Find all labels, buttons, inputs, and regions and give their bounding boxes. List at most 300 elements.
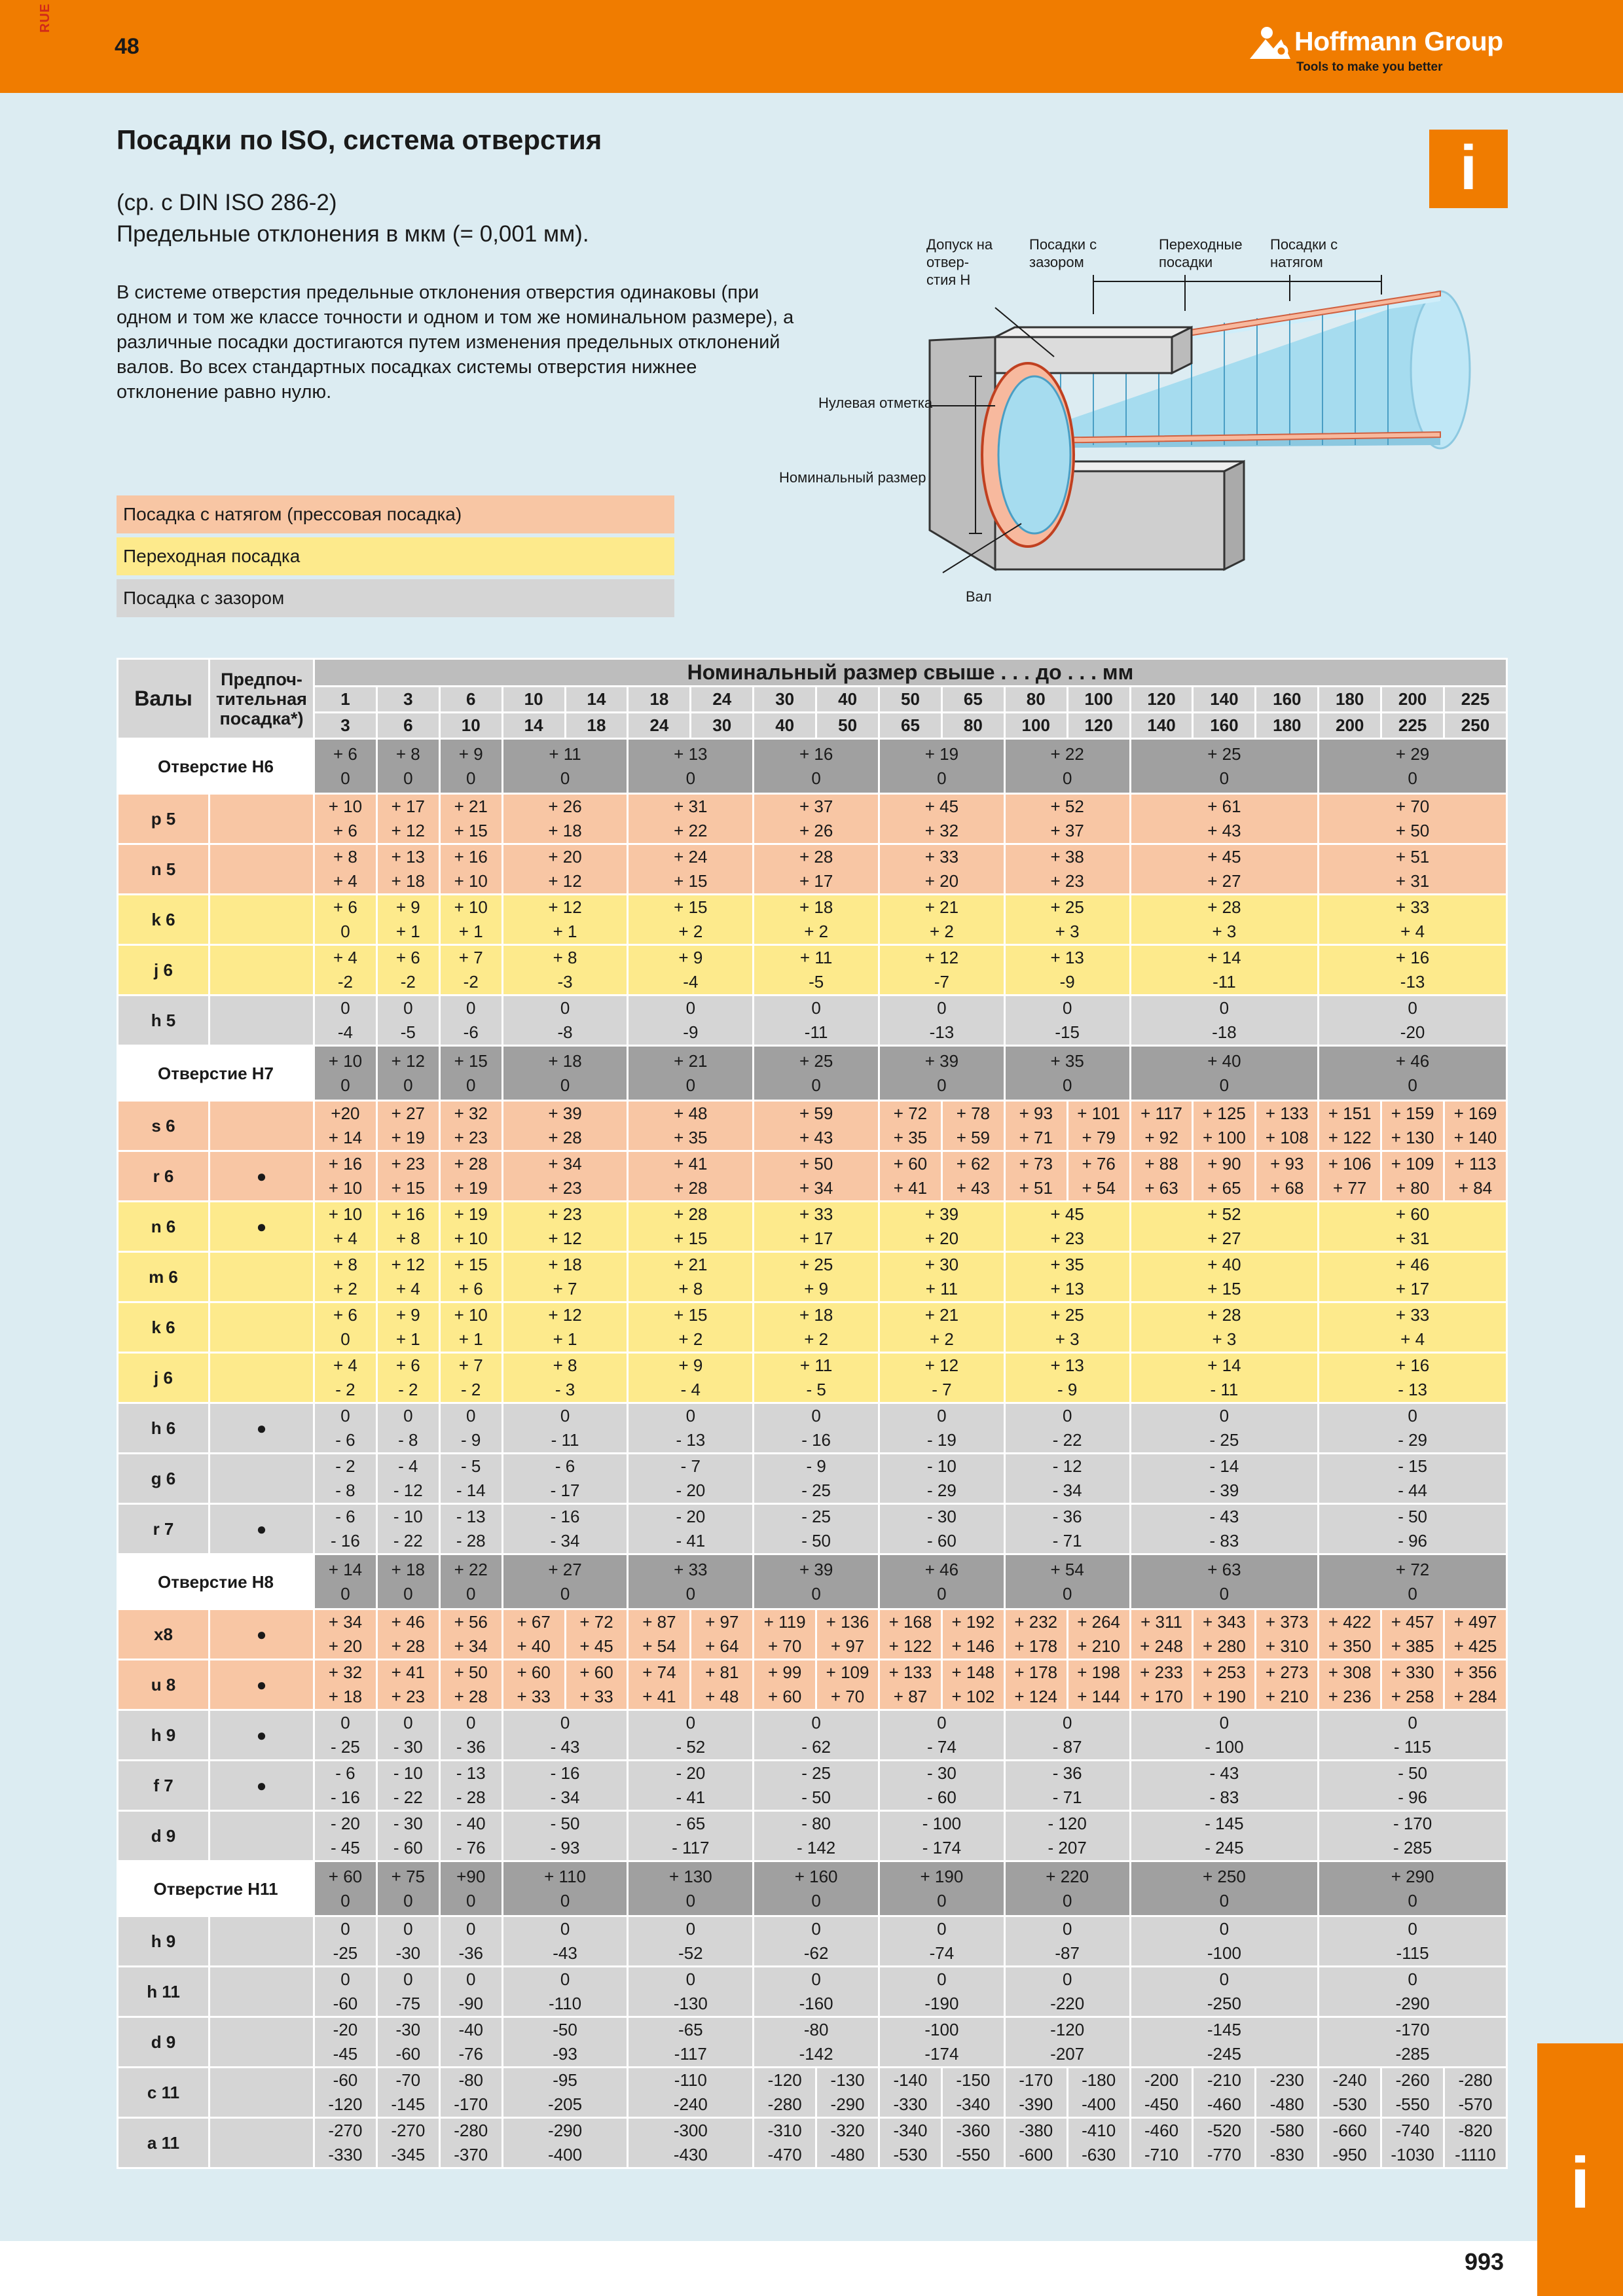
hole-deviation [314,1861,377,1916]
language-code: RUE [38,3,52,33]
deviation-value: + 422 [1328,1612,1372,1632]
deviation-value: 0 [1219,1713,1230,1732]
shaft-deviation [941,1101,1004,1151]
shaft-deviation [1319,1710,1507,1761]
deviation-value: - 34 [1052,1480,1082,1500]
deviation-value: + 13 [674,744,708,764]
shaft-deviation [879,1302,1005,1353]
shaft-deviation [754,1202,879,1252]
deviation-value: + 20 [548,847,582,867]
deviation-value: + 9 [458,744,483,764]
deviation-value: -400 [548,2145,583,2164]
deviation-value: -480 [1269,2094,1304,2114]
deviation-value: + 26 [548,797,582,816]
shaft-deviation [941,2068,1004,2118]
deviation-value: 0 [937,1713,947,1732]
shaft-name: j 6 [118,1353,210,1403]
deviation-value: 0 [1408,998,1417,1018]
deviation-value: + 21 [924,897,959,917]
deviation-value: 0 [1219,1969,1230,1989]
deviation-value: -52 [678,1943,703,1963]
deviation-value: -120 [767,2070,802,2090]
deviation-value: 0 [340,1890,350,1910]
deviation-value: 0 [465,1890,476,1910]
shaft-deviation [1004,2068,1067,2118]
shaft-name: f 7 [118,1761,210,1811]
shaft-deviation [754,1101,879,1151]
shaft-deviation [502,844,628,895]
deviation-value: 0 [811,1969,821,1989]
legend-transition: Переходная посадка [117,537,674,575]
side-info-tab [1537,2043,1623,2296]
shaft-deviation [754,1811,879,1861]
label-zero-line: Нулевая отметка [818,395,933,411]
shaft-deviation [754,895,879,945]
deviation-value: + 9 [395,897,420,917]
deviation-value: 0 [1408,1075,1417,1095]
deviation-value: -110 [674,2070,707,2090]
deviation-value: + 12 [548,897,582,917]
hole-deviation [879,1861,1005,1916]
shaft-deviation [1444,1151,1507,1202]
deviation-value: + 97 [830,1636,865,1656]
shaft-deviation [314,2017,377,2068]
deviation-value: 0 [560,1890,570,1910]
shaft-deviation [314,895,377,945]
shaft-deviation [1067,2068,1130,2118]
shaft-deviation [1004,794,1130,844]
shaft-deviation [1004,1454,1130,1504]
deviation-value: + 67 [517,1612,551,1632]
deviation-value: + 311 [1140,1612,1182,1632]
deviation-value: + 1 [395,1329,420,1349]
shaft-deviation [941,1151,1004,1202]
shaft-deviation [314,1504,377,1554]
deviation-value: 0 [1408,1713,1417,1732]
shaft-deviation [879,1202,1005,1252]
shaft-deviation [1004,895,1130,945]
shaft-deviation [502,1202,628,1252]
hole-deviation [376,739,439,794]
shaft-deviation [439,1202,502,1252]
shaft-deviation [376,1609,439,1660]
deviation-value: -145 [391,2094,426,2114]
shaft-deviation [754,794,879,844]
deviation-value: + 25 [1050,1305,1084,1325]
col-header-preferred: Предпоч-тительная посадка*) [210,659,314,739]
deviation-value: -245 [1207,2044,1241,2064]
deviation-value: + 178 [1014,1636,1058,1656]
deviation-value: - 120 [1048,1814,1087,1833]
size-to: 18 [565,713,628,739]
deviation-value: + 23 [391,1687,425,1706]
shaft-deviation [314,1252,377,1302]
size-to: 200 [1319,713,1381,739]
deviation-value: + 51 [1019,1178,1053,1198]
deviation-value: - 5 [461,1456,481,1476]
deviation-value: 0 [1408,1406,1417,1426]
shaft-deviation [502,1101,628,1151]
shaft-deviation [628,945,754,996]
size-from: 100 [1067,687,1130,713]
deviation-value: + 136 [826,1612,869,1632]
deviation-value: 0 [811,1713,821,1732]
deviation-value: + 6 [395,1355,420,1375]
size-to: 10 [439,713,502,739]
deviation-value: - 174 [922,1838,962,1857]
deviation-value: + 41 [893,1178,928,1198]
shaft-deviation [1319,1504,1507,1554]
deviation-value: -530 [1332,2094,1367,2114]
deviation-value: 0 [340,1329,350,1349]
deviation-value: -520 [1207,2121,1241,2140]
shaft-deviation [879,895,1005,945]
shaft-deviation [502,1353,628,1403]
shaft-deviation [1319,1916,1507,1967]
deviation-value: + 18 [391,871,425,891]
deviation-value: + 23 [454,1128,488,1147]
shaft-deviation [1004,1202,1130,1252]
deviation-value: - 62 [801,1737,831,1757]
shaft-name: r 6 [118,1151,210,1202]
size-from: 14 [565,687,628,713]
deviation-value: 0 [811,1583,821,1604]
size-from: 180 [1319,687,1381,713]
size-to: 120 [1067,713,1130,739]
shaft-deviation [502,1403,628,1454]
deviation-value: -1110 [1455,2145,1496,2164]
shaft-deviation [816,2068,879,2118]
deviation-value: + 34 [454,1636,488,1656]
shaft-name: n 5 [118,844,210,895]
deviation-value: 0 [1408,1969,1417,1989]
deviation-value: + 12 [548,1305,582,1325]
deviation-value: 0 [1219,1890,1230,1910]
shaft-deviation [1004,1811,1130,1861]
deviation-value: - 28 [456,1787,486,1807]
deviation-value: -75 [395,1994,421,2013]
deviation-value: + 10 [454,1229,488,1248]
shaft-deviation [1256,1101,1319,1151]
shaft-deviation [1067,1151,1130,1202]
shaft-deviation [1381,1101,1444,1151]
preferred-fit-marker: ● [210,1660,314,1710]
deviation-value: + 109 [826,1662,869,1682]
shaft-deviation [376,1353,439,1403]
deviation-value: + 17 [391,797,425,816]
shaft-deviation [1130,1302,1319,1353]
hole-section-label: Отверстие H7 [118,1046,314,1101]
deviation-value: + 169 [1453,1103,1497,1123]
shaft-deviation [879,1252,1005,1302]
deviation-value: 0 [403,1713,413,1732]
shaft-deviation [1130,1353,1319,1403]
legend-interference: Посадка с натягом (прессовая посадка) [117,495,674,533]
size-to: 3 [314,713,377,739]
info-icon: i [1459,133,1478,203]
shaft-deviation [314,1202,377,1252]
deviation-value: + 108 [1265,1128,1309,1147]
deviation-value: + 16 [799,744,833,764]
deviation-value: + 12 [391,1050,425,1071]
shaft-deviation [439,1811,502,1861]
shaft-deviation [376,895,439,945]
deviation-value: + 273 [1265,1662,1309,1682]
hole-deviation [1319,1046,1507,1101]
deviation-value: + 74 [642,1662,676,1682]
deviation-value: 0 [340,1919,350,1939]
fit-diagram [766,229,1519,622]
shaft-hole-illustration [766,229,1519,622]
deviation-value: - 40 [456,1814,486,1833]
deviation-value: -370 [454,2145,488,2164]
shaft-deviation [754,945,879,996]
shaft-deviation [1193,1660,1256,1710]
deviation-value: +90 [456,1866,486,1886]
deviation-value: -270 [391,2121,426,2140]
deviation-value: + 170 [1140,1687,1183,1706]
deviation-value: + 12 [548,1229,582,1248]
deviation-value: + 13 [391,847,425,867]
deviation-value: - 20 [676,1763,706,1783]
deviation-value: -87 [1055,1943,1080,1963]
deviation-value: -80 [803,2020,829,2039]
deviation-value: 0 [1062,1969,1072,1989]
shaft-deviation [376,1202,439,1252]
shaft-deviation [439,794,502,844]
preferred-fit-marker [210,1916,314,1967]
deviation-value: + 284 [1453,1687,1497,1706]
deviation-value: - 16 [550,1507,580,1526]
deviation-value: - 83 [1209,1787,1239,1807]
deviation-value: 0 [937,1583,947,1604]
shaft-deviation [1130,1811,1319,1861]
deviation-value: + 22 [674,821,708,840]
deviation-value: 0 [937,1075,947,1095]
deviation-value: + 30 [924,1255,959,1274]
deviation-value: - 22 [393,1531,423,1551]
shaft-deviation [1130,1202,1319,1252]
shaft-name: h 9 [118,1710,210,1761]
deviation-value: -570 [1458,2094,1493,2114]
deviation-value: -65 [678,2020,703,2039]
deviation-value: -150 [956,2070,991,2090]
deviation-value: + 11 [799,1355,833,1375]
deviation-value: - 50 [801,1531,831,1551]
deviation-value: + 11 [925,1279,958,1299]
deviation-value: - 10 [393,1763,423,1783]
deviation-value: 0 [1219,1406,1230,1426]
shaft-deviation [439,1151,502,1202]
size-to: 250 [1444,713,1507,739]
shaft-deviation [1193,1101,1256,1151]
deviation-value: - 285 [1393,1838,1432,1857]
deviation-value: + 18 [548,1050,582,1071]
deviation-value: + 19 [454,1178,488,1198]
deviation-value: -11 [1213,972,1236,992]
size-to: 225 [1381,713,1444,739]
shaft-deviation [1130,844,1319,895]
deviation-value: + 33 [799,1204,833,1224]
deviation-value: + 35 [674,1128,708,1147]
deviation-value: + 190 [920,1866,964,1886]
shaft-deviation [1319,1660,1381,1710]
deviation-value: -300 [673,2121,708,2140]
preferred-fit-marker [210,1101,314,1151]
shaft-deviation [1130,945,1319,996]
shaft-deviation [1319,1761,1507,1811]
deviation-value: + 93 [1019,1103,1053,1123]
preferred-fit-marker: ● [210,1202,314,1252]
deviation-value: - 7 [932,1380,952,1399]
deviation-value: + 63 [1207,1559,1241,1579]
deviation-value: -180 [1082,2070,1116,2090]
deviation-value: + 17 [799,1229,833,1248]
deviation-value: - 25 [331,1737,360,1757]
deviation-value: + 27 [1207,871,1241,891]
hole-section-label: Отверстие H6 [118,739,314,794]
shaft-deviation [754,1252,879,1302]
deviation-value: 0 [685,998,696,1018]
deviation-value: + 13 [1050,948,1084,967]
size-from: 24 [691,687,754,713]
shaft-deviation [754,844,879,895]
shaft-deviation [439,1353,502,1403]
shaft-deviation [439,1504,502,1554]
hoffmann-logo [1247,21,1509,80]
deviation-value: -11 [804,1022,828,1042]
hole-deviation [754,1554,879,1609]
shaft-deviation [439,2017,502,2068]
deviation-value: -345 [391,2145,426,2164]
deviation-value: + 46 [1395,1255,1430,1274]
shaft-deviation [879,1811,1005,1861]
shaft-deviation [565,1660,628,1710]
shaft-deviation [314,1454,377,1504]
deviation-value: + 24 [674,847,708,867]
deviation-value: + 88 [1144,1154,1178,1174]
preferred-fit-marker: ● [210,1151,314,1202]
shaft-deviation [1004,1101,1067,1151]
deviation-value: + 119 [763,1612,806,1632]
hole-deviation [1319,1861,1507,1916]
hole-deviation [502,739,628,794]
deviation-value: 0 [811,1406,821,1426]
deviation-value: + 2 [804,922,829,941]
deviation-value: + 15 [454,1255,488,1274]
shaft-deviation [754,1302,879,1353]
deviation-value: -280 [454,2121,488,2140]
deviation-value: + 31 [1395,871,1430,891]
preferred-fit-marker: ● [210,1403,314,1454]
shaft-deviation [1381,2068,1444,2118]
deviation-value: -400 [1082,2094,1116,2114]
shaft-deviation [376,1811,439,1861]
deviation-value: 0 [403,1890,413,1910]
deviation-value: - 60 [393,1838,423,1857]
deviation-value: -174 [924,2044,959,2064]
deviation-value: - 29 [1398,1430,1427,1450]
deviation-value: + 28 [454,1154,488,1174]
deviation-value: 0 [937,1890,947,1910]
deviation-value: - 13 [456,1763,486,1783]
deviation-value: - 19 [927,1430,957,1450]
deviation-value: 0 [465,1075,476,1095]
deviation-value: + 457 [1391,1612,1434,1632]
shaft-deviation [879,1710,1005,1761]
deviation-value: + 54 [1050,1559,1084,1579]
shaft-deviation [628,1761,754,1811]
shaft-deviation [1130,1609,1193,1660]
deviation-value: + 7 [553,1279,577,1299]
deviation-value: -120 [1050,2020,1085,2039]
deviation-value: + 45 [1050,1204,1084,1224]
deviation-value: + 160 [794,1866,838,1886]
preferred-fit-marker [210,844,314,895]
deviation-value: 0 [937,1406,947,1426]
deviation-value: + 75 [391,1866,425,1886]
deviation-value: + 25 [1207,744,1241,764]
shaft-deviation [1004,1151,1067,1202]
shaft-deviation [439,895,502,945]
shaft-deviation [314,1302,377,1353]
shaft-deviation [754,1761,879,1811]
page-number-top: 48 [115,34,139,59]
deviation-value: -740 [1395,2121,1430,2140]
page-number-bottom: 993 [1465,2248,1504,2275]
deviation-value: + 6 [333,821,357,840]
deviation-value: - 50 [1398,1763,1427,1783]
shaft-deviation [628,844,754,895]
deviation-value: + 15 [674,1305,708,1325]
deviation-value: -5 [809,972,824,992]
shaft-deviation [314,1811,377,1861]
shaft-deviation [754,1916,879,1967]
deviation-value: -20 [333,2020,358,2039]
deviation-value: + 21 [924,1305,959,1325]
deviation-value: - 9 [1057,1380,1078,1399]
deviation-value: - 16 [550,1763,580,1783]
shaft-deviation [628,2068,754,2118]
shaft-deviation [439,2068,502,2118]
hole-deviation [879,1046,1005,1101]
shaft-deviation [439,1101,502,1151]
deviation-value: - 83 [1209,1531,1239,1551]
deviation-value: + 2 [333,1279,357,1299]
deviation-value: - 87 [1052,1737,1082,1757]
deviation-value: 0 [1062,998,1072,1018]
deviation-value: 0 [560,998,570,1018]
shaft-deviation [1444,1660,1507,1710]
deviation-value: + 125 [1203,1103,1246,1123]
deviation-value: 0 [465,998,476,1018]
deviation-value: + 10 [328,1050,363,1071]
shaft-deviation [879,2118,942,2168]
deviation-value: -2 [463,972,479,992]
deviation-value: -62 [803,1943,829,1963]
deviation-value: + 23 [548,1178,582,1198]
deviation-value: - 170 [1393,1814,1432,1833]
hole-deviation [628,1554,754,1609]
deviation-value: + 41 [391,1662,425,1682]
deviation-value: - 5 [806,1380,826,1399]
subtitle-standard: (ср. с DIN ISO 286-2) [117,190,337,215]
deviation-value: 0 [937,998,947,1018]
shaft-deviation [941,1609,1004,1660]
deviation-value: -330 [893,2094,928,2114]
deviation-value: -1030 [1391,2145,1434,2164]
preferred-fit-marker [210,1454,314,1504]
